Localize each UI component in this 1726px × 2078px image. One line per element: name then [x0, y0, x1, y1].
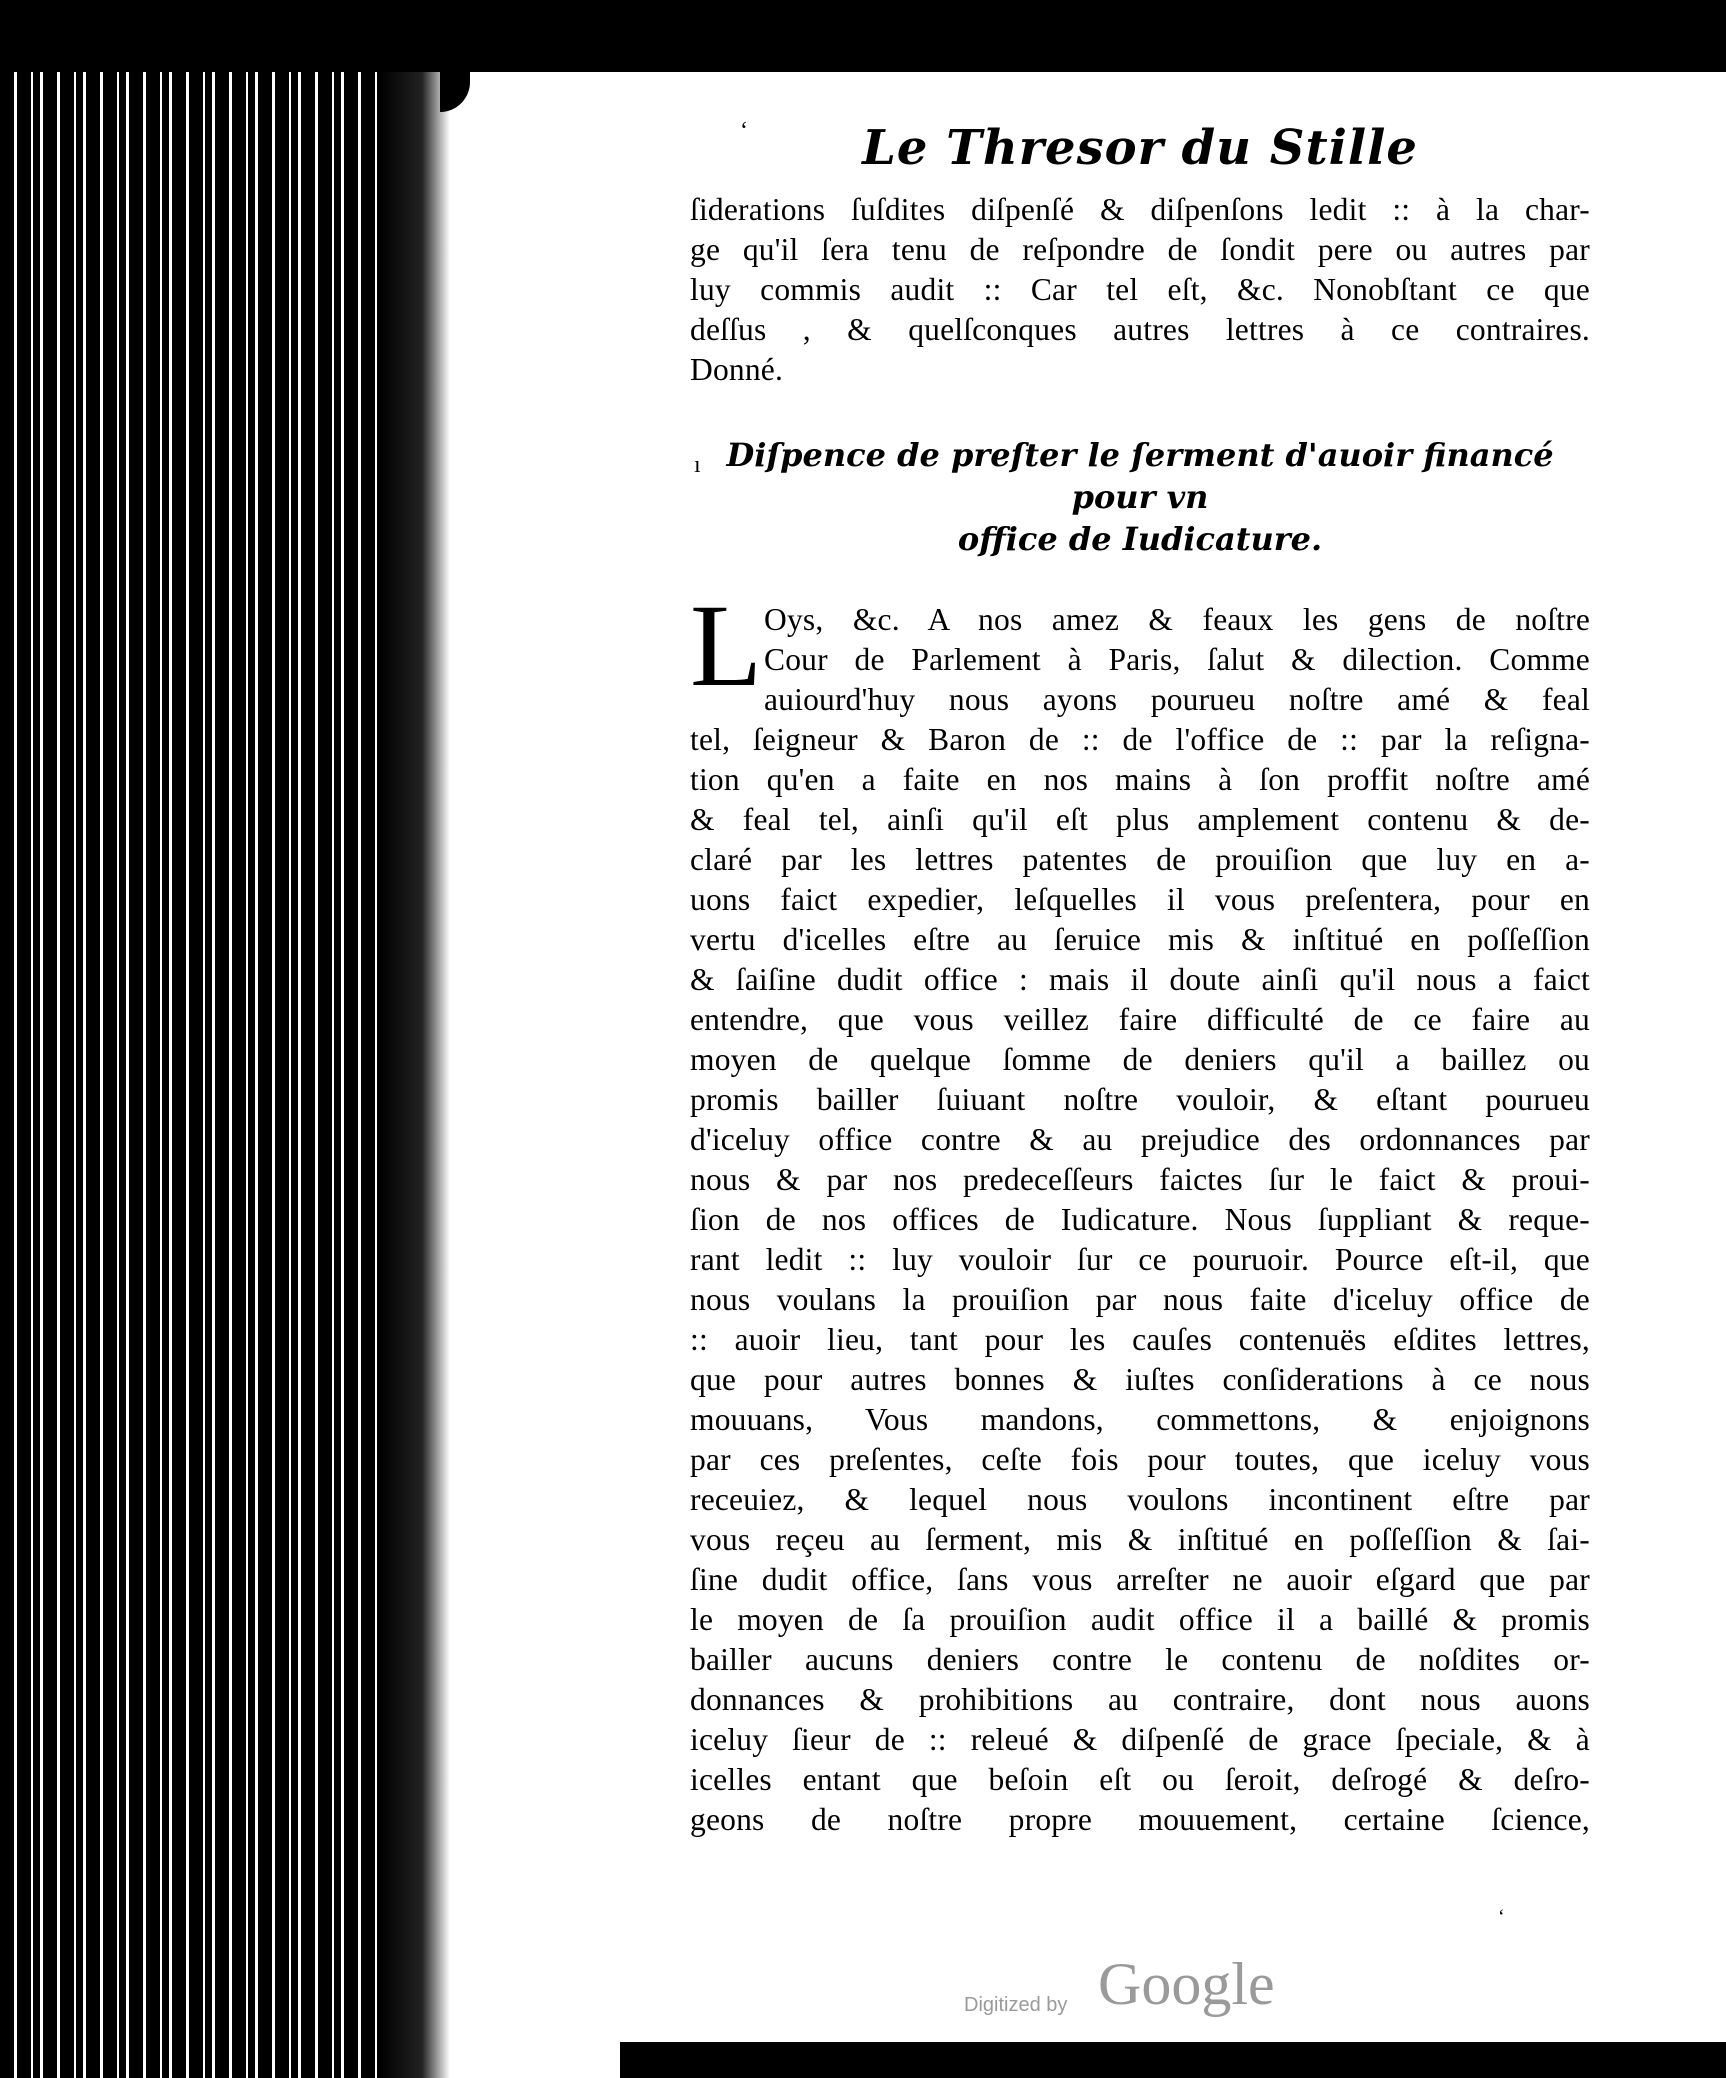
text-line: geons de noſtre propre mouuement, certaine ſcience, [690, 1802, 1590, 1837]
text-line: moyen de quelque ſomme de deniers qu'il a baillez ou [690, 1042, 1590, 1077]
book-fore-edge-shadow [380, 72, 450, 2078]
margin-speck: ʻ [1498, 1906, 1505, 1928]
paragraph-continuation [690, 190, 1590, 390]
text-line: nous & par nos predeceſſeurs faictes ſur le faict & proui- [690, 1162, 1590, 1197]
text-line: Oys, &c. A nos amez & feaux les gens de noſtre [764, 602, 1590, 637]
text-line: par ces preſentes, ceſte fois pour toutes, que iceluy vous [690, 1442, 1590, 1477]
letter-paragraph [690, 720, 1590, 1840]
page-corner [440, 72, 470, 112]
text-line: ſiderations ſuſdites diſpenſé & diſpenſons ledit :: à la char- [690, 192, 1590, 227]
text-line: luy commis audit :: Car tel eſt, &c. Nonobſtant ce que [690, 272, 1590, 307]
text-line: claré par les lettres patentes de prouiſion que luy en a- [690, 842, 1590, 877]
text-line: auiourd'huy nous ayons pourueu noſtre amé & feal [764, 682, 1590, 717]
text-line: deſſus , & quelſconques autres lettres à ce contraires. [690, 312, 1590, 347]
text-line: icelles entant que beſoin eſt ou ſeroit, deſrogé & deſro- [690, 1762, 1590, 1797]
digitized-by-label: Digitized by [964, 1994, 1068, 2016]
text-line: tion qu'en a faite en nos mains à ſon proffit noſtre amé [690, 762, 1590, 797]
text-line: iceluy ſieur de :: releué & diſpenſé de grace ſpeciale, & à [690, 1722, 1590, 1757]
bottom-scan-border [620, 2042, 1726, 2078]
text-line: Donné. [690, 352, 784, 387]
text-line: mouuans, Vous mandons, commettons, & enjoignons [690, 1402, 1590, 1437]
text-line: & feal tel, ainſi qu'il eſt plus amplement contenu & de- [690, 802, 1590, 837]
text-line: tel, ſeigneur & Baron de :: de l'office de :: par la reſigna- [690, 722, 1590, 757]
text-line: uons faict expedier, leſquelles il vous preſentera, pour en [690, 882, 1590, 917]
text-line: entendre, que vous veillez faire difficulté de ce faire au [690, 1002, 1590, 1037]
margin-speck: ı [694, 452, 701, 478]
text-line: ſine dudit office, ſans vous arreſter ne auoir eſgard que par [690, 1562, 1590, 1597]
drop-cap: L [690, 580, 763, 711]
top-scan-border [0, 0, 1726, 72]
text-line: promis bailler ſuiuant noſtre vouloir, & eſtant pourueu [690, 1082, 1590, 1117]
text-line: le moyen de ſa prouiſion audit office il a baillé & promis [690, 1602, 1590, 1637]
text-line: & ſaiſine dudit office : mais il doute ainſi qu'il nous a faict [690, 962, 1590, 997]
running-head: Le Thresor du Stille [862, 120, 1418, 176]
text-line: que pour autres bonnes & iuſtes conſiderations à ce nous [690, 1362, 1590, 1397]
margin-speck: ʻ [740, 118, 748, 144]
text-line: vous reçeu au ſerment, mis & inſtitué en poſſeſſion & ſai- [690, 1522, 1590, 1557]
text-line: receuiez, & lequel nous voulons incontinent eſtre par [690, 1482, 1590, 1517]
text-line: bailler aucuns deniers contre le contenu de noſdites or- [690, 1642, 1590, 1677]
drop-cap-lines [690, 600, 1590, 720]
text-line: donnances & prohibitions au contraire, dont nous auons [690, 1682, 1590, 1717]
text-line: rant ledit :: luy vouloir ſur ce pouruoir. Pource eſt-il, que [690, 1242, 1590, 1277]
google-logo-text: Google [1098, 1951, 1275, 2017]
digitization-watermark [960, 1950, 1360, 2030]
section-title [690, 434, 1590, 560]
text-line: d'iceluy office contre & au prejudice des ordonnances par [690, 1122, 1590, 1157]
letter-body [690, 580, 1590, 1840]
text-line: :: auoir lieu, tant pour les cauſes contenuës eſdites lettres, [690, 1322, 1590, 1357]
text-line: ge qu'il ſera tenu de reſpondre de ſondit pere ou autres par [690, 232, 1590, 267]
section-title-line: Diſpence de preſter le ſerment d'auoir financé pour vn [726, 436, 1554, 516]
text-line: ſion de nos offices de Iudicature. Nous ſuppliant & reque- [690, 1202, 1590, 1237]
page-content [690, 110, 1590, 1840]
google-logo [1098, 1950, 1298, 2020]
text-line: Cour de Parlement à Paris, ſalut & dilection. Comme [764, 642, 1590, 677]
section-title-line: office de Iudicature. [957, 520, 1323, 558]
text-line: vertu d'icelles eſtre au ſeruice mis & inſtitué en poſſeſſion [690, 922, 1590, 957]
text-line: nous voulans la prouiſion par nous faite d'iceluy office de [690, 1282, 1590, 1317]
